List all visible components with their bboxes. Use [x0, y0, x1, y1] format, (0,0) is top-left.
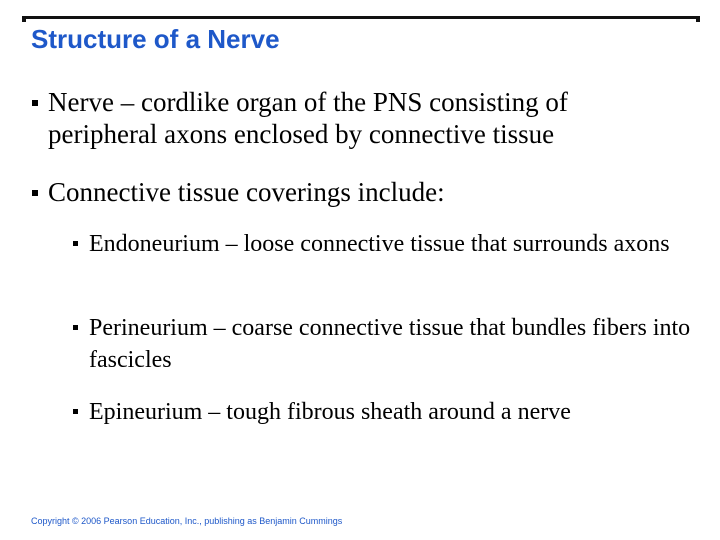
sub-bullet-perineurium [73, 312, 699, 376]
slide-title: Structure of a Nerve [31, 24, 280, 54]
sub-bullet-text: Perineurium – coarse connective tissue that bundles fibers into fascicles [89, 315, 691, 373]
top-divider-left-cap [22, 16, 26, 22]
square-bullet-icon [32, 190, 38, 196]
square-bullet-icon [73, 241, 78, 246]
bullet-text: Nerve – cordlike organ of the PNS consisting of peripheral axons enclosed by connective tissue [48, 87, 568, 149]
square-bullet-icon [73, 409, 78, 414]
bullet-nerve-definition [32, 86, 658, 150]
top-divider [22, 16, 700, 19]
square-bullet-icon [73, 325, 78, 330]
copyright-footer: Copyright © 2006 Pearson Education, Inc., publishing as Benjamin Cummings [31, 516, 343, 526]
bullet-text: Connective tissue coverings include: [48, 177, 445, 207]
sub-bullet-endoneurium [73, 228, 699, 260]
square-bullet-icon [32, 100, 38, 106]
top-divider-right-cap [696, 16, 700, 22]
sub-bullet-epineurium [73, 396, 699, 428]
sub-bullet-text: Endoneurium – loose connective tissue that surrounds axons [89, 231, 670, 257]
bullet-connective-tissue [32, 176, 658, 208]
sub-bullet-text: Epineurium – tough fibrous sheath around a nerve [89, 399, 571, 425]
